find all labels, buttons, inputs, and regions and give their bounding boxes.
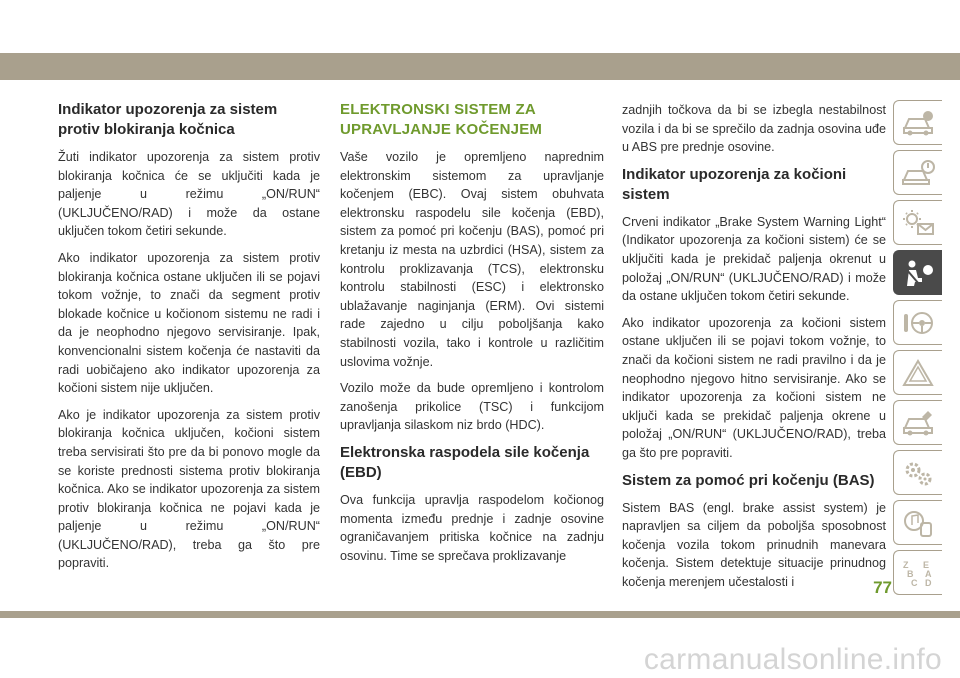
top-margin (0, 0, 960, 53)
watermark: carmanualsonline.info (643, 643, 942, 676)
light-mail-icon (901, 208, 935, 238)
svg-text:D: D (925, 577, 932, 588)
ebc-section-title: ELEKTRONSKI SISTEM ZA UPRAVLJANJE KOČENJEM (340, 101, 543, 138)
abs-warning-heading: Indikator upozorenja za sistem protiv blokiranja kočnica (58, 101, 278, 138)
chapter-tabs (893, 100, 943, 600)
page-number: 77 (873, 578, 892, 597)
brake-warning-heading: Indikator upozorenja za kočioni sistem (622, 165, 847, 203)
car-info-icon (901, 108, 935, 138)
paragraph: Sistem BAS (engl. brake assist system) je napravljen sa ciljem da poboljša sposobnost kočenja vozila tokom prinudnih manevara kočenja. Sistem detektuje situacije prinudnog kočenja merenjem učestalosti i (622, 500, 886, 589)
paragraph: Ako indikator upozorenja za kočioni sistem ostane uključen ili se pojavi tokom vožnje, to znači da kočioni sistem ne radi pravilno i da je neophodno njegovo hitno servisiranje. Ako se indikator upozorenja za kočioni sistem ne uključi kada se prekidač paljenja okrene u položaj „ON/RUN“ (UKLJUČENO/RAD), treba ga što pre popraviti. (622, 315, 886, 460)
paragraph: Ova funkcija upravlja raspodelom kočionog momenta između prednje i zadnje osovine ograničavanjem pritiska kočnice na zadnju osovinu. Time se sprečava proklizavanje (340, 492, 604, 563)
header-band (0, 53, 960, 80)
hazard-triangle-icon (901, 358, 935, 388)
tab-starting[interactable] (893, 300, 942, 345)
footer-band (0, 611, 960, 618)
dashboard-warning-icon (901, 158, 935, 188)
svg-text:A: A (925, 568, 932, 579)
svg-text:Z: Z (903, 559, 909, 570)
svg-text:C: C (911, 577, 918, 588)
music-phone-icon (901, 508, 935, 538)
tab-index[interactable] (893, 550, 942, 595)
tab-safety[interactable] (893, 250, 942, 295)
column-2 (340, 100, 604, 573)
column-3 (622, 101, 886, 599)
ebd-heading: Elektronska raspodela sile kočenja (EBD) (340, 443, 590, 481)
svg-text:E: E (923, 559, 930, 570)
bas-heading: Sistem za pomoć pri kočenju (BAS) (622, 471, 875, 489)
paragraph: Žuti indikator upozorenja za sistem protiv blokiranja kočnica će se uključiti kada je paljenje u režimu „ON/RUN“ (UKLJUČENO/RAD) i može da ostane uključen tokom četiri sekunde. (58, 150, 320, 239)
index-alphabet-icon (901, 558, 935, 588)
svg-text:B: B (907, 568, 914, 579)
paragraph: zadnjih točkova da bi se izbegla nestabilnost vozila i da bi se sprečilo da zadnja osovina uđe u ABS pre prednje osovine. (622, 103, 886, 155)
tab-dashboard[interactable] (893, 150, 942, 195)
steering-wheel-icon (901, 308, 935, 338)
gears-icon (901, 458, 935, 488)
car-service-icon (901, 408, 935, 438)
paragraph: Ako je indikator upozorenja za sistem protiv blokiranja kočnica uključen, kočioni sistem treba servisirati što pre da bi ponovo mogle da se koriste prednosti sistema protiv blokiranja kočnica. Ako se indikator upozorenja za sistem protiv blokiranja kočnica ne pojavi kada je paljenje u režimu „ON/RUN“ (UKLJUČENO/RAD), treba ga što pre popraviti. (58, 407, 320, 571)
paragraph: Ako indikator upozorenja za sistem protiv blokiranja kočnica ostane uključen ili se pojavi tokom vožnje, to znači da segment protiv blokade kočnice u kočionom sistemu ne radi i da je neophodno njegovo servisiranje. Ipak, konvencionalni sistem kočenja će nastaviti da radi uobičajeno ako indikator upozorenja za kočioni sistem nije uključen. (58, 250, 320, 396)
paragraph: Vozilo može da bude opremljeno i kontrolom zanošenja prikolice (TSC) i funkcijom upravljanja silaskom niz brdo (HDC). (340, 381, 604, 433)
column-1 (58, 100, 320, 581)
tab-car-info[interactable] (893, 100, 942, 145)
tab-emergency[interactable] (893, 350, 942, 395)
tab-lights[interactable] (893, 200, 942, 245)
tab-multimedia[interactable] (893, 500, 942, 545)
tab-service[interactable] (893, 400, 942, 445)
paragraph: Vaše vozilo je opremljeno naprednim elektronskim sistemom za upravljanje kočenjem (EBC). Ovaj sistem obuhvata elektronsku raspodelu sile kočenja (EBD), sistem za pomoć pri kočenju (BAS), pomoć pri kretanju iz mesta na uzbrdici (HSA), sistem za kontrolu proklizavanja (TCS), elektronsku kontrolu stabilnosti (ESC) i elektronsko ublažavanje naginjanja (ERM). Ovi sistemi rade zajedno u cilju poboljšanja kako stabilnosti vozila, tako i kontrole u različitim uslovima vožnje. (340, 150, 604, 369)
seatbelt-airbag-icon (901, 258, 935, 288)
tab-specs[interactable] (893, 450, 942, 495)
paragraph: Crveni indikator „Brake System Warning Light“ (Indikator upozorenja za kočioni sistem) će se uključiti kada je prekidač paljenja okrenut u položaj „ON/RUN“ (UKLJUČENO/RAD) i može da ostane uključen tokom četiri sekunde. (622, 214, 886, 304)
